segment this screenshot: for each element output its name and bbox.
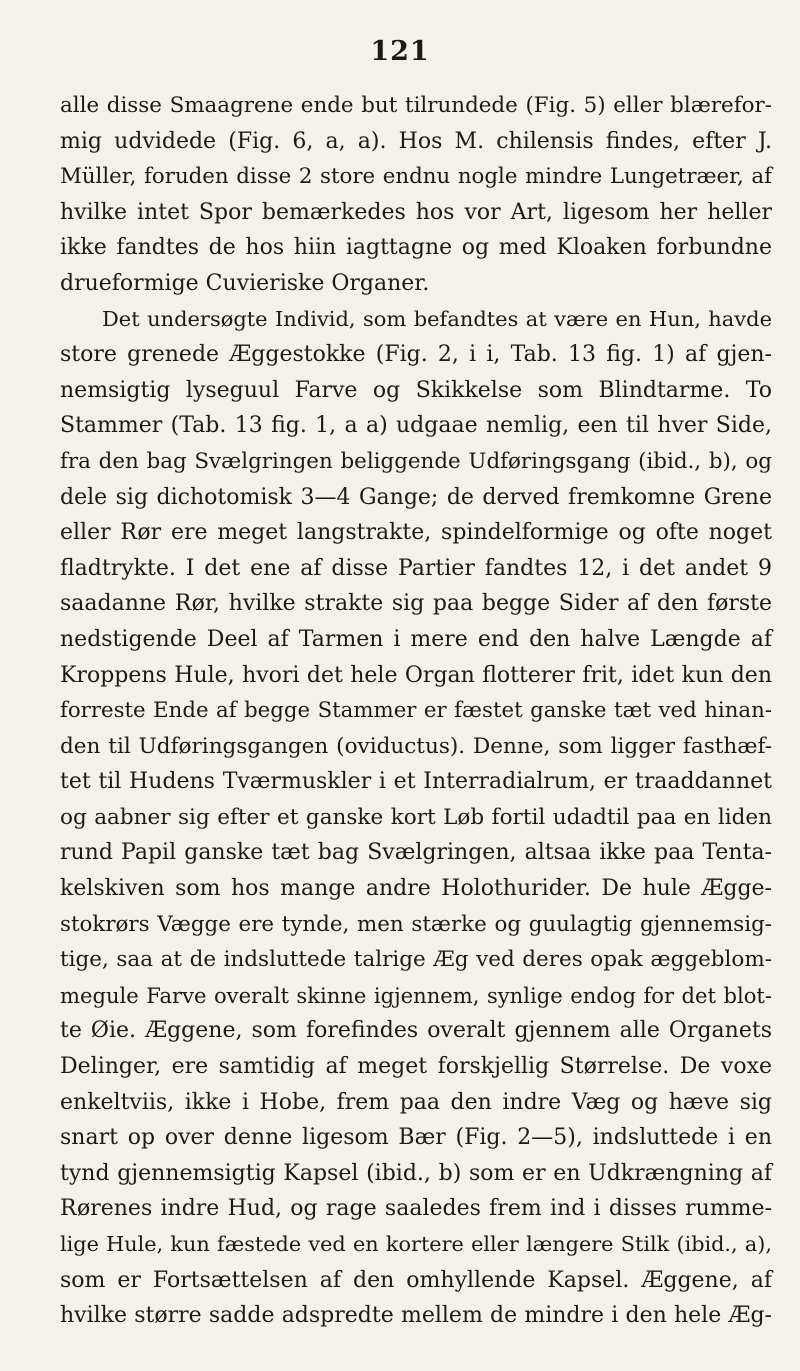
text-line: nemsigtig lyseguul Farve og Skikkelse som Blindtarme. To	[60, 377, 772, 403]
text-line: og aabner sig efter et ganske kort Løb fortil udadtil paa en liden	[60, 804, 772, 830]
text-line: rund Papil ganske tæt bag Svælgringen, altsaa ikke paa Tenta-	[60, 840, 772, 866]
text-line: hvilke intet Spor bemærkedes hos vor Art, ligesom her heller	[60, 199, 772, 225]
text-line: den til Udføringsgangen (oviductus). Denne, som ligger fasthæf-	[60, 733, 772, 759]
text-line: Müller, foruden disse 2 store endnu nogle mindre Lungetræer, af	[60, 164, 772, 190]
paragraph	[60, 302, 772, 1334]
text-line: fladtrykte. I det ene af disse Partier fandtes 12, i det andet 9	[60, 555, 772, 581]
text-line: Det undersøgte Individ, som befandtes at være en Hun, havde	[102, 306, 772, 331]
text-line: te Øie. Æggene, som forefindes overalt gjennem alle Organets	[60, 1018, 772, 1044]
text-line: dele sig dichotomisk 3—4 Gange; de derved fremkomne Grene	[60, 484, 772, 510]
text-line: Stammer (Tab. 13 fig. 1, a a) udgaae nemlig, een til hver Side,	[60, 413, 772, 439]
text-line: saadanne Rør, hvilke strakte sig paa begge Sider af den første	[60, 591, 772, 617]
text-line: forreste Ende af begge Stammer er fæstet ganske tæt ved hinan-	[60, 698, 772, 724]
text-line: store grenede Æggestokke (Fig. 2, i i, Tab. 13 fig. 1) af gjen-	[60, 342, 772, 368]
page-number: 121	[370, 36, 430, 67]
text-line: stokrørs Vægge ere tynde, men stærke og guulagtig gjennemsig-	[60, 911, 772, 937]
text-line: tet til Hudens Tværmuskler i et Interradialrum, er traaddannet	[60, 769, 772, 795]
text-line: ikke fandtes de hos hiin iagttagne og med Kloaken forbundne	[60, 235, 772, 261]
text-line: Kroppens Hule, hvori det hele Organ flotterer frit, idet kun den	[60, 662, 772, 688]
text-line: nedstigende Deel af Tarmen i mere end den halve Længde af	[60, 626, 772, 652]
text-line: megule Farve overalt skinne igjennem, synlige endog for det blot-	[60, 982, 772, 1008]
text-line: Delinger, ere samtidig af meget forskjellig Størrelse. De voxe	[60, 1054, 772, 1080]
text-line: drueformige Cuvieriske Organer.	[60, 270, 430, 296]
text-line: mig udvidede (Fig. 6, a, a). Hos M. chilensis findes, efter J.	[60, 128, 772, 154]
body-text	[60, 88, 772, 1334]
text-line: kelskiven som hos mange andre Holothurider. De hule Ægge-	[60, 876, 772, 902]
text-line: tynd gjennemsigtig Kapsel (ibid., b) som er en Udkrængning af	[60, 1160, 772, 1186]
paragraph	[60, 88, 772, 302]
text-line: tige, saa at de indsluttede talrige Æg ved deres opak æggeblom-	[60, 947, 772, 973]
text-line: Rørenes indre Hud, og rage saaledes frem ind i disses rumme-	[60, 1196, 772, 1222]
text-line: som er Fortsættelsen af den omhyllende Kapsel. Æggene, af	[60, 1267, 772, 1293]
text-line: eller Rør ere meget langstrakte, spindelformige og ofte noget	[60, 520, 772, 546]
text-line: enkeltviis, ikke i Hobe, frem paa den indre Væg og hæve sig	[60, 1089, 772, 1115]
text-line: alle disse Smaagrene ende but tilrundede (Fig. 5) eller blærefor-	[60, 93, 772, 118]
text-line: fra den bag Svælgringen beliggende Udføringsgang (ibid., b), og	[60, 448, 772, 474]
text-line: hvilke større sadde adspredte mellem de mindre i den hele Æg-	[60, 1303, 772, 1329]
text-line: lige Hule, kun fæstede ved en kortere eller længere Stilk (ibid., a),	[60, 1232, 772, 1256]
text-line: snart op over denne ligesom Bær (Fig. 2—5), indsluttede i en	[60, 1125, 772, 1151]
